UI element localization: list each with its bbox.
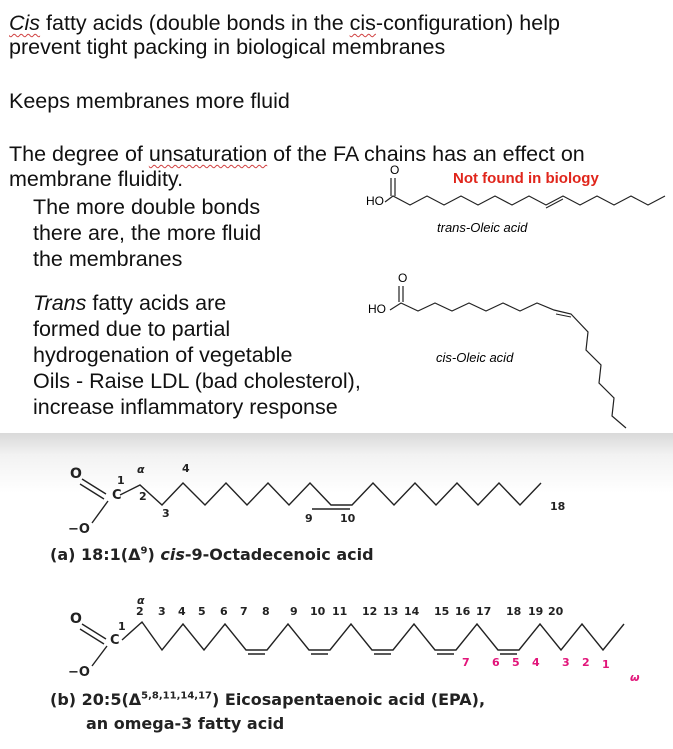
b-co-minus-bond	[92, 646, 107, 666]
epa-top-number: 8	[262, 605, 270, 618]
bullet-trans-l2: formed due to partial	[33, 317, 231, 341]
cis-word: Cis	[9, 11, 41, 35]
b-omega: ω	[630, 671, 640, 684]
a-chain	[120, 483, 541, 505]
a-co-minus-bond	[92, 501, 108, 523]
caption-b-line2: an omega-3 fatty acid	[86, 714, 285, 733]
a-num-4: 4	[182, 462, 190, 475]
oleate-structure	[50, 455, 610, 535]
cis-label: cis-Oleic acid	[436, 350, 514, 365]
cis-text: fatty acids (double bonds in the	[40, 11, 350, 35]
trans-oleic-structure	[360, 160, 673, 240]
trans-label: trans-Oleic acid	[437, 220, 528, 235]
b-o-minus: −O	[68, 665, 90, 680]
b-carbon: C	[110, 633, 120, 648]
b-carbonyl-o: O	[70, 611, 82, 627]
caption-a-mid: )	[147, 545, 161, 564]
epa-top-number: 11	[332, 605, 348, 618]
trans-carbonyl-o: O	[390, 163, 400, 177]
a-num-10: 10	[340, 512, 356, 525]
epa-omega-number: 3	[562, 656, 570, 669]
epa-omega-number: 4	[532, 656, 540, 669]
trans-word: Trans	[33, 291, 87, 315]
caption-a-rest: -9-Octadecenoic acid	[184, 545, 374, 564]
paragraph-cis-line1	[9, 12, 560, 35]
epa-top-numbers	[136, 605, 564, 618]
epa-top-number: 18	[506, 605, 522, 618]
cis-chain	[390, 303, 626, 428]
trans-chain	[385, 196, 665, 205]
epa-top-number: 5	[198, 605, 206, 618]
epa-top-number: 3	[158, 605, 166, 618]
epa-omega-numbers	[462, 656, 610, 671]
a-num-9: 9	[305, 512, 313, 525]
paragraph-cis-line2: prevent tight packing in biological membranes	[9, 35, 446, 59]
bullet-double-bonds-l2: there are, the more fluid	[33, 221, 262, 245]
unsaturation-word: unsaturation	[148, 142, 268, 166]
cis-config-word: cis	[349, 11, 376, 35]
cis-text-end: -configuration) help	[375, 11, 560, 35]
epa-structure	[50, 588, 670, 688]
epa-top-number: 7	[240, 605, 248, 618]
epa-top-number: 6	[220, 605, 228, 618]
paragraph-unsaturation-line2: membrane fluidity.	[9, 167, 184, 191]
trans-text: fatty acids are	[86, 291, 227, 315]
epa-top-number: 15	[434, 605, 450, 618]
a-co-bond1	[82, 479, 106, 494]
caption-b-rest: ) Eicosapentaenoic acid (EPA),	[212, 690, 486, 709]
epa-omega-number: 6	[492, 656, 500, 669]
trans-ho: HO	[366, 194, 384, 208]
epa-omega-number: 1	[602, 658, 610, 671]
caption-b-prefix: (b) 20:5(Δ	[50, 690, 142, 709]
epa-top-number: 16	[455, 605, 471, 618]
not-found-warning: Not found in biology	[453, 170, 599, 187]
epa-top-number: 13	[383, 605, 399, 618]
bullet-double-bonds-l3: the membranes	[33, 247, 183, 271]
bullet-trans-l4: Oils - Raise LDL (bad cholesterol),	[33, 369, 361, 393]
bullet-trans-l3: hydrogenation of vegetable	[33, 343, 293, 367]
epa-omega-number: 5	[512, 656, 520, 669]
b-chain	[122, 622, 624, 650]
caption-a	[50, 545, 374, 564]
epa-top-number: 4	[178, 605, 186, 618]
caption-a-cis: cis	[160, 545, 185, 564]
a-num-1: 1	[117, 474, 125, 487]
unsat-text-a: The degree of	[9, 142, 149, 166]
a-carbon: C	[112, 488, 122, 503]
epa-omega-number: 7	[462, 656, 470, 669]
a-carbonyl-o: O	[70, 466, 82, 482]
a-num-3: 3	[162, 507, 170, 520]
caption-b-sup: 5,8,11,14,17	[141, 690, 212, 702]
a-co-bond2	[80, 484, 104, 499]
epa-top-number: 10	[310, 605, 326, 618]
epa-top-number: 19	[528, 605, 544, 618]
b-co-bond2	[80, 629, 104, 644]
bullet-trans-l5: increase inflammatory response	[33, 395, 338, 419]
unsat-text-c: of the FA chains has an effect on	[267, 142, 585, 166]
epa-top-number: 9	[290, 605, 298, 618]
epa-top-number: 14	[404, 605, 420, 618]
caption-a-sup: 9	[140, 545, 148, 557]
b-alpha: α	[137, 594, 145, 607]
bullet-trans-l1	[33, 292, 226, 315]
epa-top-number: 20	[548, 605, 564, 618]
b-co-bond1	[82, 624, 106, 639]
a-alpha: α	[137, 463, 145, 476]
a-o-minus: −O	[68, 522, 90, 535]
paragraph-fluid: Keeps membranes more fluid	[9, 89, 290, 113]
cis-double-bond	[556, 314, 571, 317]
cis-ho: HO	[368, 302, 386, 316]
cis-carbonyl-o: O	[398, 271, 408, 285]
epa-top-number: 2	[136, 605, 144, 618]
b-num-1: 1	[118, 620, 126, 633]
caption-b-line1	[50, 690, 485, 709]
epa-top-number: 17	[476, 605, 492, 618]
epa-top-number: 12	[362, 605, 378, 618]
a-num-2: 2	[139, 490, 147, 503]
epa-omega-number: 2	[582, 656, 590, 669]
a-num-18: 18	[550, 500, 566, 513]
caption-a-prefix: (a) 18:1(Δ	[50, 545, 141, 564]
bullet-double-bonds-l1: The more double bonds	[33, 195, 261, 219]
cis-oleic-structure	[360, 270, 673, 432]
